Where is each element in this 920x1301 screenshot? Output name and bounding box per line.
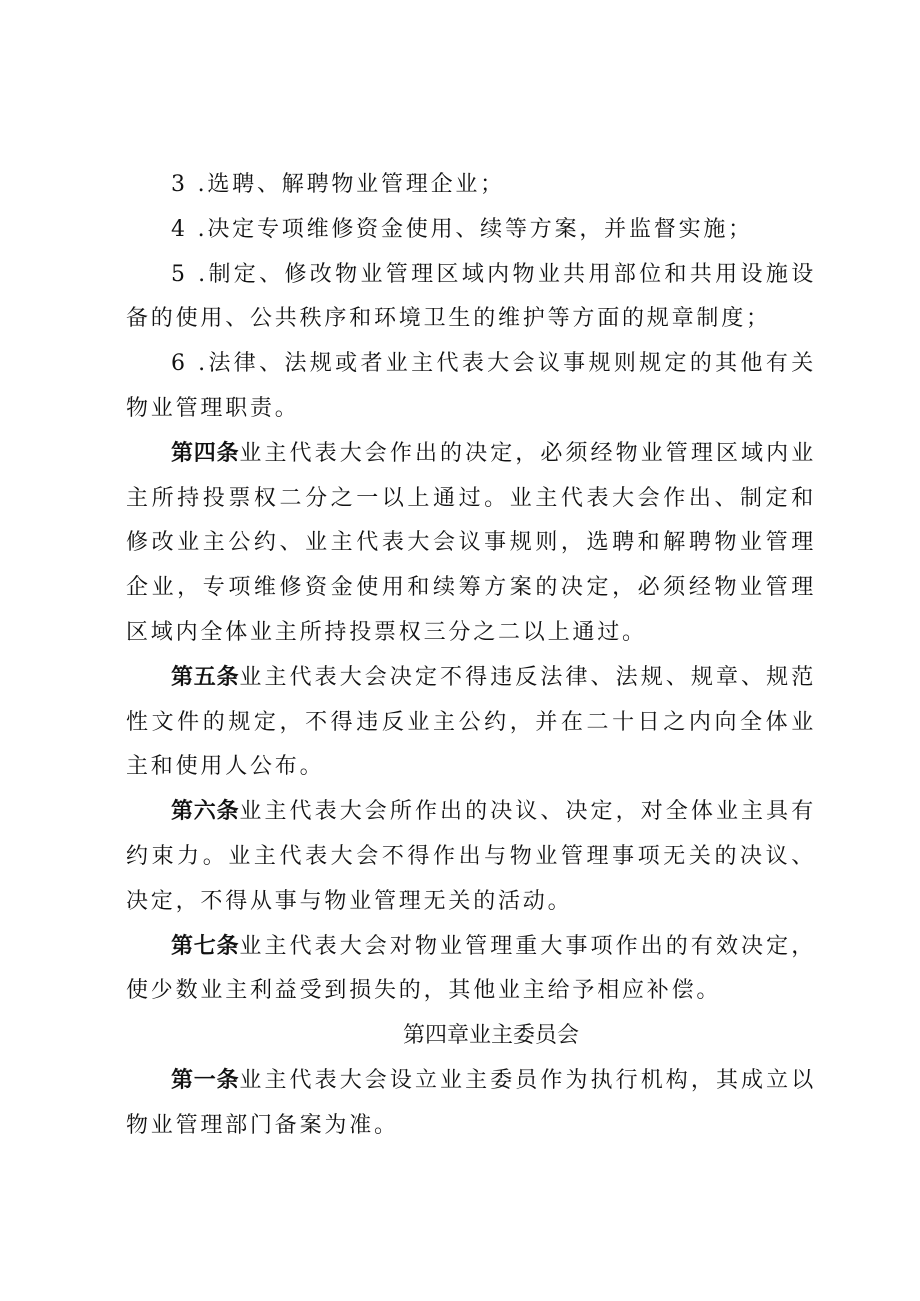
article-text: 业主代表大会决定不得违反法律、法规、规章、规范性文件的规定，不得违反业主公约，并在二十日之内向全体业主和使用人公布。 (126, 664, 816, 780)
article-paragraph (126, 1059, 816, 1149)
document-body (126, 163, 816, 1149)
article-label: 第六条 (171, 799, 240, 825)
article-paragraph (126, 656, 816, 790)
article-text: 业主代表大会对物业管理重大事项作出的有效决定，使少数业主利益受到损失的，其他业主给予相应补偿。 (126, 933, 816, 1004)
list-item: 5 .制定、修改物业管理区域内物业共用部位和共用设施设备的使用、公共秩序和环境卫生的维护等方面的规章制度； (126, 261, 816, 332)
article-label: 第五条 (171, 664, 240, 690)
article-label: 第七条 (171, 933, 240, 959)
list-item: 3 .选聘、解聘物业管理企业； (171, 172, 505, 197)
article-text: 业主代表大会所作出的决议、决定，对全体业主具有约束力。业主代表大会不得作出与物业管理事项无关的决议、决定，不得从事与物业管理无关的活动。 (126, 799, 816, 914)
chapter-title: 第四章业主委员会 (402, 1023, 579, 1049)
article-text: 业主代表大会设立业主委员作为执行机构，其成立以物业管理部门备案为准。 (126, 1067, 816, 1138)
article-label: 第一条 (171, 1067, 240, 1093)
article-label: 第四条 (171, 440, 240, 466)
article-paragraph (126, 925, 816, 1015)
article-text: 业主代表大会作出的决定，必须经物业管理区域内业主所持投票权二分之一以上通过。业主代表大会作出、制定和修改业主公约、业主代表大会议事规则，选聘和解聘物业管理企业，专项维修资金使用和续筹方案的决定，必须经物业管理区域内全体业主所持投票权三分之二以上通过。 (126, 440, 816, 645)
article-paragraph (126, 790, 816, 924)
list-item: 6 .法律、法规或者业主代表大会议事规则规定的其他有关物业管理职责。 (126, 351, 816, 421)
list-item: 4 .决定专项维修资金使用、续等方案，并监督实施； (171, 216, 753, 242)
article-paragraph (126, 432, 816, 656)
